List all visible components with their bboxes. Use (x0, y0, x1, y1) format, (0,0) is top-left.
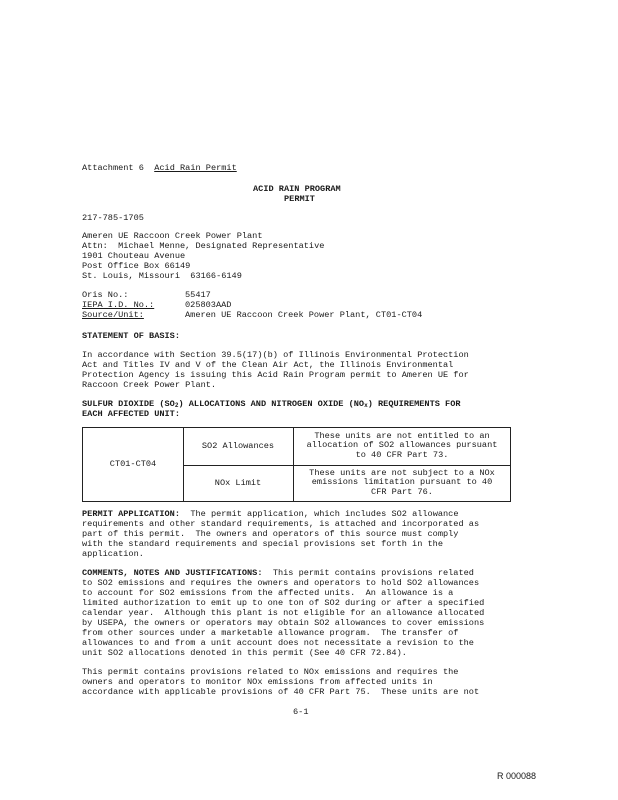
bates-number: R 000088 (497, 771, 537, 781)
oris-value: 55417 (185, 290, 211, 300)
permit-app-line: requirements and other standard requirements, is attached and incorporated as (82, 519, 480, 529)
comments-line: to SO2 emissions and requires the owners and operators to hold SO2 allowances (82, 578, 480, 588)
address-line: St. Louis, Missouri 63166-6149 (82, 271, 242, 281)
phone-number: 217-785-1705 (82, 213, 144, 223)
iepa-label: IEPA I.D. No.: (82, 300, 155, 310)
table-heading-part: ) ALLOCATIONS AND NITROGEN OXIDE (NO (178, 399, 365, 409)
iepa-value: 025803AAD (185, 300, 232, 310)
comments-heading: COMMENTS, NOTES AND JUSTIFICATIONS: (82, 568, 263, 578)
allocation-table (82, 427, 511, 502)
attachment-link[interactable]: Acid Rain Permit (154, 163, 237, 173)
document-title-line2: PERMIT (284, 194, 315, 204)
address-line: Ameren UE Raccoon Creek Power Plant (82, 231, 263, 241)
comments-line: This permit contains provisions related (262, 568, 474, 578)
table-heading-part: ) REQUIREMENTS FOR (367, 399, 461, 409)
comments-line: calendar year. Although this plant is not eligible for an allowance allocated (82, 608, 485, 618)
statement-line: Raccoon Creek Power Plant. (82, 380, 217, 390)
permit-app-line: part of this permit. The owners and operators of this source must comply (82, 529, 459, 539)
table-divider (183, 465, 510, 466)
table-row2-label: NOx Limit (214, 478, 262, 488)
table-unit-cell: CT01-CT04 (109, 459, 157, 469)
permit-app-line: application. (82, 549, 144, 559)
source-unit-value: Ameren UE Raccoon Creek Power Plant, CT01-CT04 (185, 310, 423, 320)
comments-line: by USEPA, the owners or operators may obtain SO2 allowances to cover emissions (82, 618, 485, 628)
attachment-label: Attachment 6 (82, 163, 144, 173)
oris-label: Oris No.: (82, 290, 129, 300)
table-row2-text: These units are not subject to a NOx emissions limitation pursuant to 40 CFR Part 76. (309, 468, 495, 497)
address-line: Attn: Michael Menne, Designated Representative (82, 241, 325, 251)
permit-app-line: The permit application, which includes SO2 allowance (180, 509, 459, 519)
permit-app-line: with the standard requirements and special provisions set forth in the (82, 539, 443, 549)
attachment-header (82, 164, 237, 173)
address-line: 1901 Chouteau Avenue (82, 251, 186, 261)
comments-line: from other sources under a marketable allowance program. The transfer of (82, 628, 459, 638)
statement-line: Protection Agency is issuing this Acid Rain Program permit to Ameren UE for (82, 370, 469, 380)
comments-line: to account for SO2 emissions from the affected units. An allowance is a (82, 588, 454, 598)
table-heading-sub: 2 (174, 402, 179, 409)
statement-line: In accordance with Section 39.5(17)(b) of Illinois Environmental Protection (82, 350, 469, 360)
statement-line: Act and Titles IV and V of the Clean Air Act, the Illinois Environmental (82, 360, 454, 370)
permit-app-heading: PERMIT APPLICATION: (82, 509, 180, 519)
comments-line: limited authorization to emit up to one ton of SO2 during or after a specified (82, 598, 485, 608)
permit-app-first-line (82, 510, 458, 519)
closing-line: This permit contains provisions related to NOx emissions and requires the (82, 667, 459, 677)
comments-line: unit SO2 allocations denoted in this permit (See 40 CFR 72.84). (82, 648, 407, 658)
address-line: Post Office Box 66149 (82, 261, 191, 271)
document-title-line1: ACID RAIN PROGRAM (253, 184, 341, 194)
closing-line: owners and operators to monitor NOx emissions from affected units in (82, 677, 433, 687)
page-number: 6-1 (293, 707, 309, 717)
table-heading-sub: x (364, 402, 368, 409)
source-unit-label: Source/Unit: (82, 310, 144, 320)
comments-first-line (82, 569, 474, 578)
table-row1-label: SO2 Allowances (201, 441, 275, 451)
table-heading-line1 (82, 400, 461, 409)
statement-heading: STATEMENT OF BASIS: (82, 331, 180, 341)
table-heading-line2: EACH AFFECTED UNIT: (82, 409, 180, 419)
comments-line: allowances to and from a unit account does not necessitate a revision to the (82, 638, 474, 648)
table-row1-text: These units are not entitled to an allocation of SO2 allowances pursuant to 40 CFR Part 73. (306, 431, 498, 460)
table-heading-part: SULFUR DIOXIDE (SO (82, 399, 175, 409)
closing-line: accordance with applicable provisions of 40 CFR Part 75. These units are not (82, 687, 480, 697)
